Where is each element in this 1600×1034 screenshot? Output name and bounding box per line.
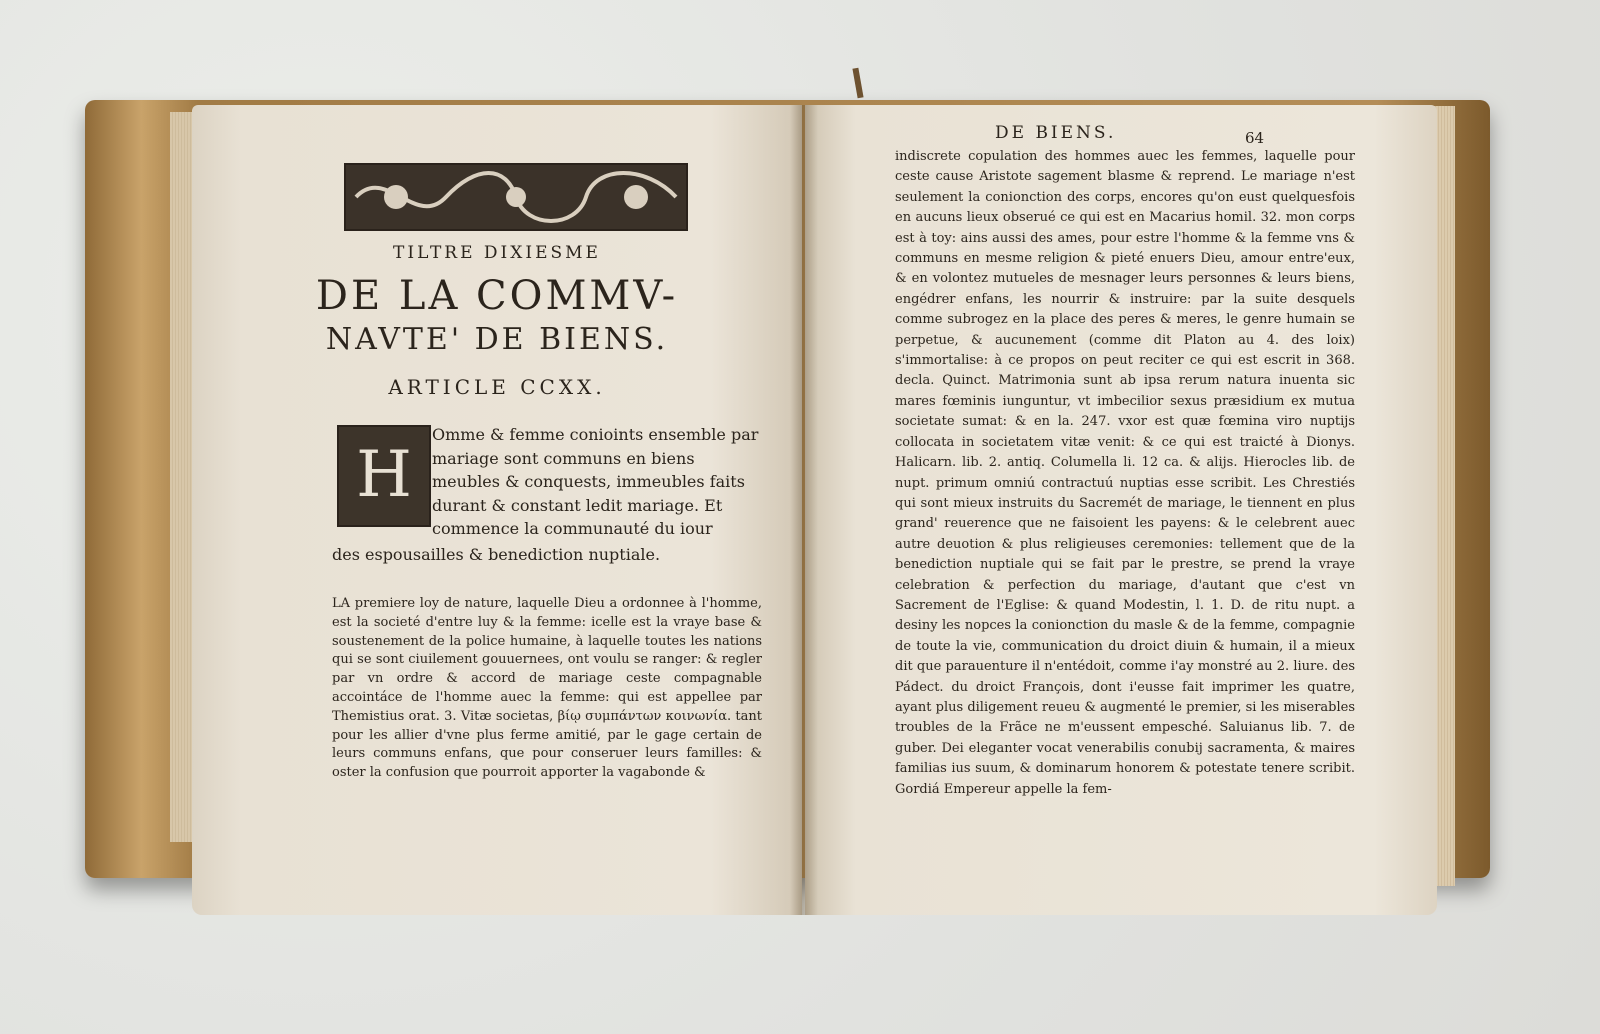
- right-page-text: indiscrete copulation des hommes auec les femmes, laquelle pour ceste cause Aristote sagement blasme & reprend. Le mariage n'est seulement la conionction des corps, encores qu'on eust quelquesfois en aucuns lieux obserué ce qui est en Macarius homil. 32. mon corps est à toy: ains aussi des ames, pour estre l'homme & la femme vns & communs en mesme religion & pieté enuers Dieu, amour entre'eux, & en volontez mutueles de mesnager leurs personnes & leurs biens, engédrer enfans, les nourrir & instruire: par la suite desquels comme subrogez en la place des peres & meres, le genre humain se perpetue, & aucunement (comme dit Platon au 4. des loix) s'immortalise: à ce propos on peut reciter ce qui est escrit in 368. decla. Quinct. Matrimonia sunt ab ipsa rerum natura inuenta sic mares fœminis iunguntur, vt imbecilior sexus præsidium ex mutua societate sumat: & en la. 247. vxor est quæ fœmina viro nuptijs collocata in societatem vitæ venit: & ce qui est traicté à Dionys. Halicarn. lib. 2. antiq. Columella li. 12 ca. & alijs. Hierocles lib. de nupt. primum omniú contractuú nuptias esse scribit. Les Chrestiés qui sont mieux instruits du Sacremét de mariage, le tiennent en plus grand' reuerence que ne faisoient les payens: & le celebrent auec autre deuotion & plus religieuses ceremonies: tellement que de la benediction nuptiale qui se fait par le prestre, se prend la vraye celebration & perfection du mariage, d'autant que c'est vn Sacrement de l'Eglise: & quand Modestin, l. 1. D. de ritu nupt. a desiny les nopces la conionction du masle & de la femme, compagnie de toute la vie, communication du droict diuin & humain, il a mieux dit que parauenture il n'entédoit, comme i'ay monstré au 2. liure. des Pádect. du droict François, dont i'eusse fait imprimer les quatre, ayant plus diligement reueu & augmenté le premier, si les miserables troubles de la Frãce ne m'eussent empesché. Saluianus lib. 7. de guber. Dei eleganter vocat venerabilis conubij sacramenta, & maires familias ius suum, & dominarum honorem & potestate tenere scribit. Gordiá Empereur appelle la fem-: [895, 149, 1355, 797]
- right-page: [805, 105, 1437, 915]
- article-text: Omme & femme conioints ensemble par mariage sont communs en biens meubles & conquests, immeubles faits durant & constant ledit mariage. Et commence la communauté du iour: [432, 425, 759, 538]
- page-number: 64: [1245, 129, 1265, 147]
- dropcap-letter: H: [337, 425, 431, 527]
- article-heading: ARTICLE CCXX.: [388, 375, 606, 399]
- title-line-2: NAVTE' DE BIENS.: [325, 322, 669, 357]
- title-line-1: DE LA COMMV-: [315, 273, 679, 319]
- commentary-text: LA premiere loy de nature, laquelle Dieu a ordonnee à l'homme, est la societé d'entre luy & la femme: icelle est la vraye base & soustenement de la police humaine, à laquelle toutes les nations qui se sont ciuilement gouuernees, ont voulu se ranger: & regler par vn ordre & accord de mariage ceste compagnable accointáce de l'homme auec la femme: qui est appellee par Themistius orat. 3. Vitæ societas, βίῳ συμπάντων κοινωνία. tant pour les allier d'vne plus ferme amitié, par le gage certain de leurs communs enfans, que pour conseruer leurs familles: & oster la confusion que pourroit apporter la vagabonde &: [332, 596, 762, 781]
- ornament-headpiece: [344, 163, 688, 231]
- article-text-tail: des espousailles & benediction nuptiale.: [332, 545, 661, 564]
- running-head: DE BIENS.: [995, 123, 1117, 143]
- book-gutter: [790, 105, 818, 915]
- title-small: TILTRE DIXIESME: [393, 243, 601, 263]
- left-page: [192, 105, 802, 915]
